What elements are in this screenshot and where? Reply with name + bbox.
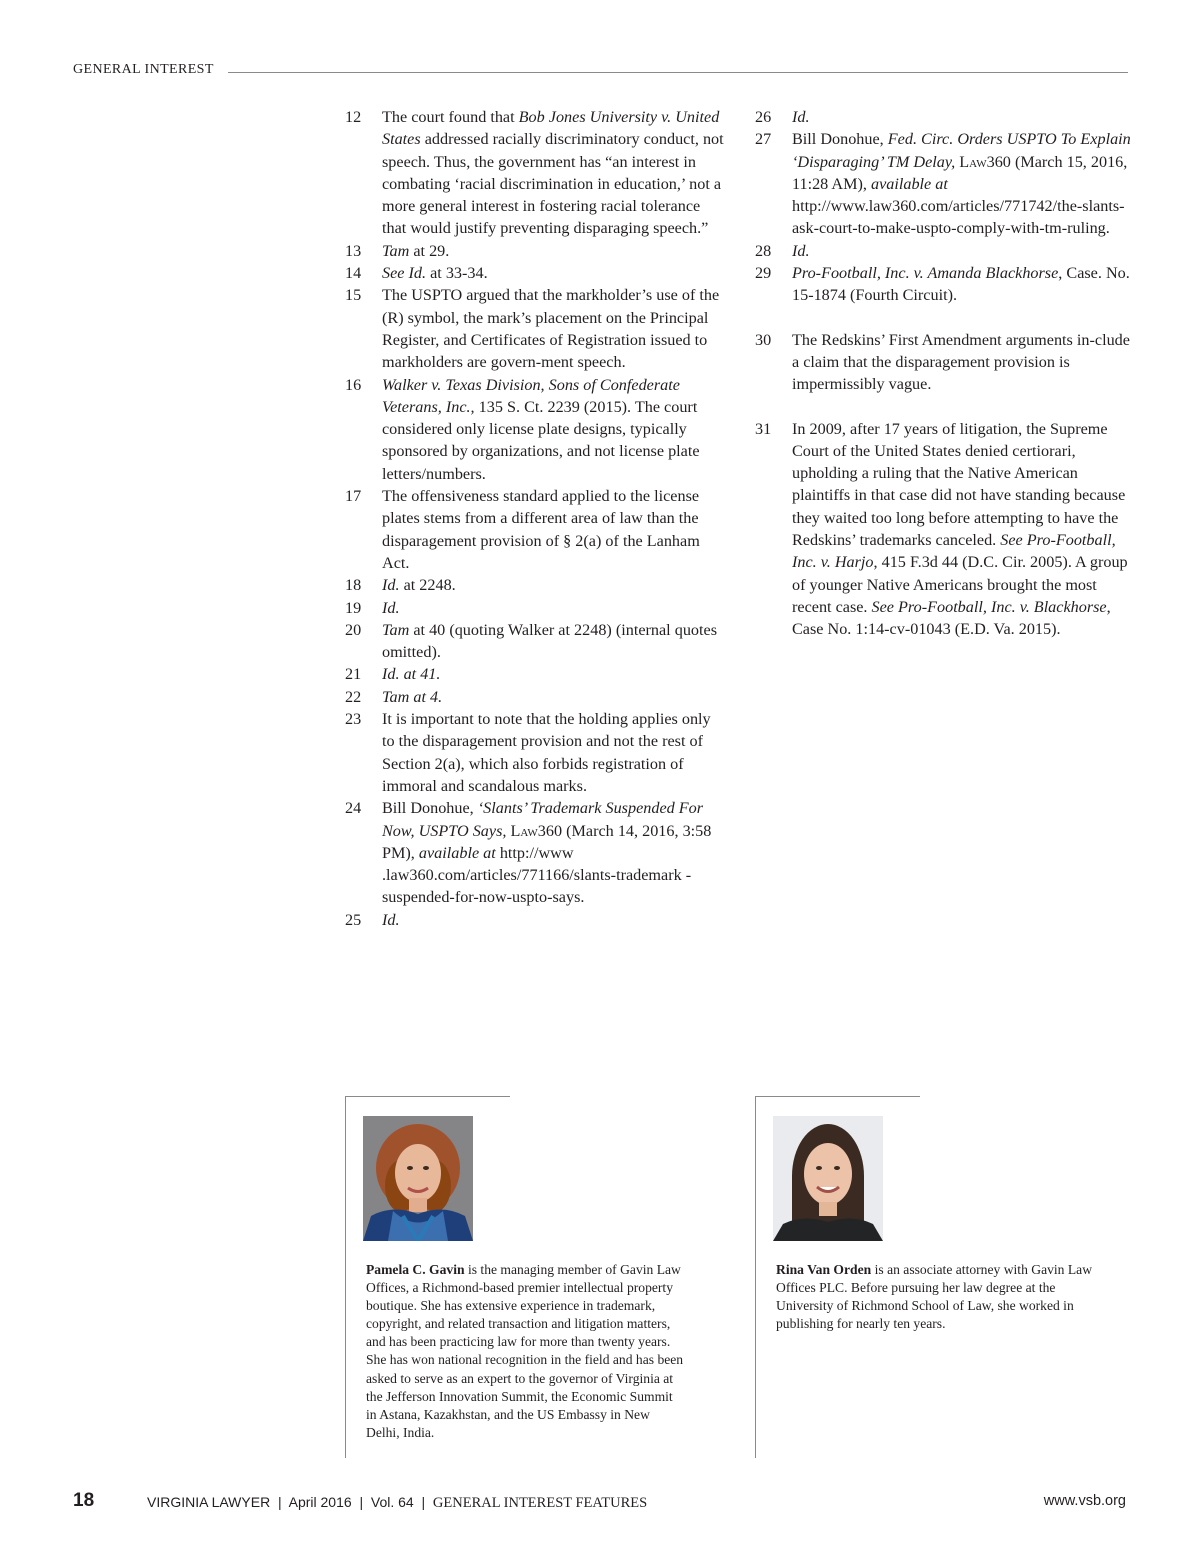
footnote-text: Bill Donohue, Fed. Circ. Orders USPTO To Explain ‘Disparaging’ TM Delay, Law360 (March 15, 2016, 11:28 AM), available at http://www.law360.com/articles/771742/the-slants-ask-court-to-make-uspto-comply-with-tm-ruling. <box>792 130 1131 238</box>
footnote-16 <box>345 374 725 485</box>
footnote-27 <box>755 128 1135 239</box>
section-label: GENERAL INTEREST <box>73 60 222 80</box>
footnote-text: Walker v. Texas Division, Sons of Confederate Veterans, Inc., 135 S. Ct. 2239 (2015). The court considered only license plate designs, typically sponsored by organizations, and not license plate letters/numbers. <box>382 375 700 483</box>
footnote-text: Id. <box>792 108 810 126</box>
footnote-29 <box>755 262 1135 307</box>
footnote-number: 18 <box>345 576 362 595</box>
footnote-text: The Redskins’ First Amendment arguments in-clude a claim that the disparagement provision is impermissibly vague. <box>792 330 1130 394</box>
issue-date: April 2016 <box>288 1494 352 1510</box>
footnote-24 <box>345 797 725 908</box>
footnote-26 <box>755 106 1135 128</box>
footnote-text: In 2009, after 17 years of litigation, the Supreme Court of the United States denied certiorari, upholding a ruling that the Native American plaintiffs in that case did not have standing because they waited too long before attempting to have the Redskins’ trademarks canceled. See Pro-Football, Inc. v. Harjo, 415 F.3d 44 (D.C. Cir. 2005). A group of younger Native Americans brought the most recent case. See Pro-Football, Inc. v. Blackhorse, Case No. 1:14-cv-01043 (E.D. Va. 2015). <box>792 419 1128 639</box>
running-header <box>73 60 1128 80</box>
footnote-number: 22 <box>345 687 362 706</box>
footnote-text: Id. <box>382 598 400 617</box>
footnote-number: 29 <box>755 264 772 283</box>
author-name: Pamela C. Gavin <box>366 1262 465 1277</box>
footnote-number: 31 <box>755 419 772 438</box>
footnote-number: 20 <box>345 620 362 639</box>
footnote-text: Id. <box>792 241 810 260</box>
website-link[interactable]: www.vsb.org <box>1043 1493 1126 1509</box>
bio-frame-line <box>345 1096 510 1097</box>
footnote-text: The offensiveness standard applied to the license plates stems from a different area of law than the disparagement provision of § 2(a) of the Lanham Act. <box>382 487 700 572</box>
footnote-18 <box>345 574 725 596</box>
footnote-14 <box>345 262 725 284</box>
footnote-text: Id. <box>382 910 400 929</box>
footer-section: GENERAL INTEREST FEATURES <box>432 1495 648 1511</box>
footnote-17 <box>345 485 725 574</box>
footnote-text: Bill Donohue, ‘Slants’ Trademark Suspended For Now, USPTO Says, Law360 (March 14, 2016, 3:58 PM), available at http://www .law360.com/articles/771166/slants-trademark -suspended-for-now-uspto-says. <box>382 799 712 907</box>
footnote-number: 12 <box>345 108 362 126</box>
bio-text: Rina Van Orden is an associate attorney with Gavin Law Offices PLC. Before pursuing her law degree at the University of Richmond School of Law, she worked in publishing for nearly ten years. <box>776 1262 1093 1332</box>
footnote-text: Pro-Football, Inc. v. Amanda Blackhorse, Case. No. 15-1874 (Fourth Circuit). <box>792 264 1130 305</box>
footnote-text: It is important to note that the holding applies only to the disparagement provision and not the rest of Section 2(a), which also forbids registration of immoral and scandalous marks. <box>382 710 711 795</box>
footnote-number: 25 <box>345 910 362 929</box>
footnotes-column-right <box>755 106 1135 641</box>
footnote-text: Tam at 4. <box>382 687 443 706</box>
footnote-number: 19 <box>345 598 362 617</box>
footnote-number: 23 <box>345 710 362 729</box>
bio-text: Pamela C. Gavin is the managing member of Gavin Law Offices, a Richmond-based premier intellectual property boutique. She has extensive experience in trademark, copyright, and related transaction and litigation matters, and has been practicing law for more than twenty years. She has won national recognition in the field and has been asked to serve as an expert to the governor of Virginia at the Jefferson Innovation Summit, the Economic Summit in Astana, Kazakhstan, and the US Embassy in New Delhi, India. <box>366 1262 684 1440</box>
footer-publication: VIRGINIA LAWYER | April 2016 | Vol. 64 | GENERAL INTEREST FEATURES <box>147 1494 648 1511</box>
author-name: Rina Van Orden <box>776 1262 872 1277</box>
page-footer <box>0 1490 1200 1520</box>
page-number: 18 <box>73 1490 95 1511</box>
footnote-text: Id. at 2248. <box>382 576 456 595</box>
footnotes-column-left <box>345 106 725 931</box>
footnote-23 <box>345 708 725 797</box>
footnote-31 <box>755 418 1135 641</box>
footnote-number: 15 <box>345 286 362 305</box>
footnote-number: 26 <box>755 108 772 126</box>
footnote-text: The USPTO argued that the markholder’s use of the (R) symbol, the mark’s placement on the Principal Register, and Certificates of Registration issued to markholders are govern-ment speech. <box>382 286 720 372</box>
author-bio-rina-van-orden <box>755 1096 1093 1458</box>
footnote-19 <box>345 597 725 619</box>
footnote-28 <box>755 240 1135 262</box>
footnote-15 <box>345 284 725 373</box>
bio-frame-line <box>345 1096 346 1458</box>
footnote-20 <box>345 619 725 664</box>
volume: Vol. 64 <box>370 1494 414 1510</box>
footnote-text: The court found that Bob Jones University v. United States addressed racially discriminatory conduct, not speech. Thus, the government has “an interest in combating ‘racial discrimination in education,’ not a more general interest in fostering racial tolerance that would justify preventing disparaging speech.” <box>382 108 724 238</box>
footnote-13 <box>345 240 725 262</box>
bio-frame-line <box>755 1096 756 1458</box>
footnote-number: 24 <box>345 799 362 818</box>
header-rule <box>228 72 1128 73</box>
footnote-21 <box>345 663 725 685</box>
footnote-number: 13 <box>345 241 362 260</box>
bio-frame-line <box>755 1096 920 1097</box>
author-photo <box>773 1116 883 1241</box>
author-photo <box>363 1116 473 1241</box>
author-bio-pamela-gavin <box>345 1096 684 1458</box>
footnote-25 <box>345 909 725 931</box>
footnote-number: 28 <box>755 241 772 260</box>
footnote-12 <box>345 106 725 240</box>
footnote-text: See Id. at 33-34. <box>382 264 488 283</box>
footnote-number: 30 <box>755 330 772 349</box>
footnote-text: Tam at 29. <box>382 241 450 260</box>
footnote-number: 27 <box>755 130 772 149</box>
footnote-22 <box>345 686 725 708</box>
footnote-number: 17 <box>345 487 362 506</box>
magazine-name: VIRGINIA LAWYER <box>147 1494 271 1510</box>
footnote-number: 21 <box>345 665 362 684</box>
footnote-number: 16 <box>345 375 362 394</box>
footnote-30 <box>755 329 1135 396</box>
footnote-number: 14 <box>345 264 362 283</box>
footnote-text: Id. at 41. <box>382 665 441 684</box>
footnote-text: Tam at 40 (quoting Walker at 2248) (internal quotes omitted). <box>382 620 717 662</box>
